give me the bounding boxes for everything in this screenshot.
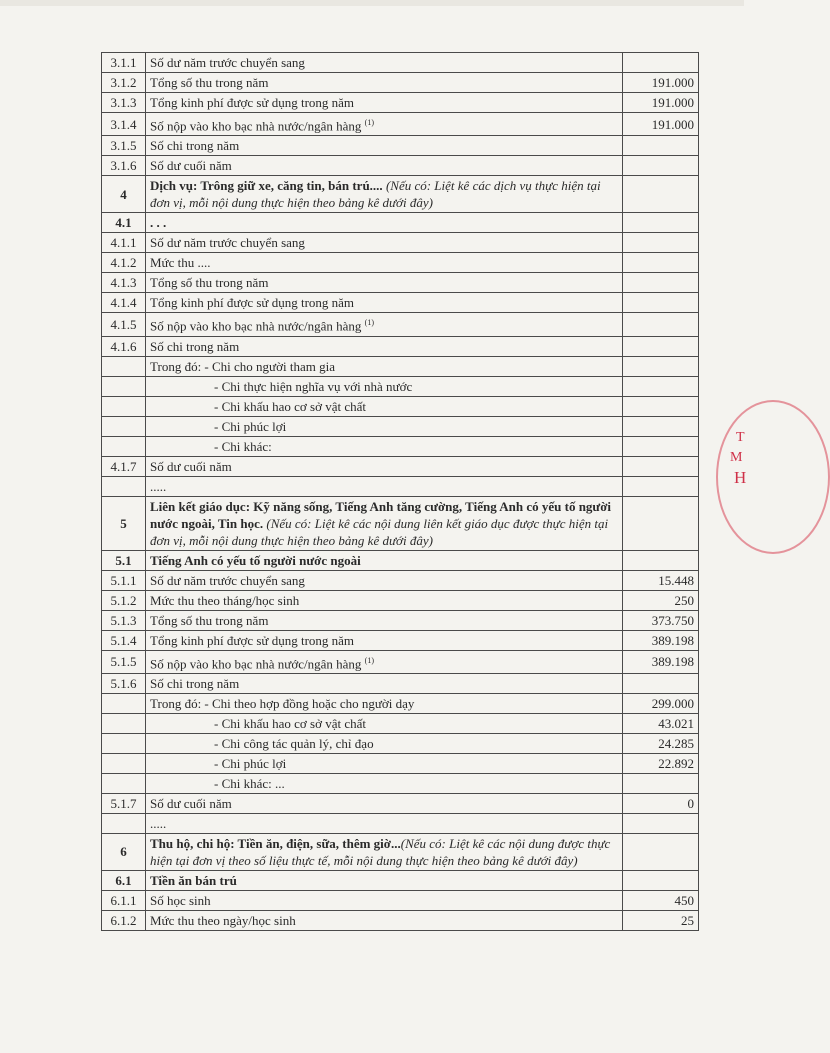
table-row (102, 356, 699, 376)
row-value (623, 273, 699, 293)
row-description (146, 53, 623, 73)
row-description-text: - Chi công tác quản lý, chỉ đạo (214, 735, 374, 751)
row-value: 299.000 (623, 693, 699, 713)
section-header-row (102, 833, 699, 870)
section-description (146, 833, 623, 870)
row-description (146, 233, 623, 253)
table-row (102, 233, 699, 253)
table-row (102, 436, 699, 456)
row-description-text: Tổng kinh phí được sử dụng trong năm (150, 95, 355, 110)
row-value (623, 870, 699, 890)
row-value: 373.750 (623, 610, 699, 630)
row-code (102, 753, 146, 773)
table-body (102, 53, 699, 931)
ellipsis-row (102, 476, 699, 496)
row-code: 5.1.1 (102, 570, 146, 590)
row-description (146, 293, 623, 313)
table-row (102, 156, 699, 176)
red-stamp-seal (716, 400, 776, 570)
row-code (102, 436, 146, 456)
table-row (102, 793, 699, 813)
row-value (623, 313, 699, 336)
section-code: 5 (102, 496, 146, 550)
row-description (146, 253, 623, 273)
section-note: (Nếu có: Liệt kê các nội dung được thực hiện tại đơn vị theo số liệu thực tế, mỗi nội dung thực hiện theo bảng kê dưới đây) (150, 835, 611, 868)
table-row (102, 630, 699, 650)
row-description (146, 753, 623, 773)
table-row (102, 570, 699, 590)
row-value (623, 336, 699, 356)
row-code: 6.1.1 (102, 890, 146, 910)
row-value: 389.198 (623, 630, 699, 650)
row-code: 3.1.1 (102, 53, 146, 73)
row-code: 5.1.7 (102, 793, 146, 813)
table-row (102, 336, 699, 356)
row-description (146, 313, 623, 336)
row-description-text: Số chi trong năm (150, 338, 240, 354)
row-description (146, 590, 623, 610)
row-value (623, 293, 699, 313)
seal-letter: M (730, 450, 743, 465)
row-description (146, 570, 623, 590)
section-title: Liên kết giáo dục: Kỹ năng sống, Tiếng Anh tăng cường, Tiếng Anh có yếu tố người nước ngoài, Tin học. (150, 498, 612, 531)
row-value: 43.021 (623, 713, 699, 733)
row-code (102, 476, 146, 496)
table-row (102, 253, 699, 273)
row-description (146, 356, 623, 376)
row-value (623, 156, 699, 176)
row-description-text: Tổng kinh phí được sử dụng trong năm (150, 632, 355, 648)
row-value (623, 416, 699, 436)
row-value (623, 356, 699, 376)
table-row (102, 590, 699, 610)
table-row (102, 93, 699, 113)
table-row (102, 910, 699, 930)
row-description-text: Số dư năm trước chuyển sang (150, 235, 305, 251)
row-code (102, 376, 146, 396)
table-row (102, 753, 699, 773)
row-code (102, 713, 146, 733)
row-code: 5.1.5 (102, 650, 146, 673)
row-description (146, 890, 623, 910)
row-code: 5.1.4 (102, 630, 146, 650)
row-description (146, 73, 623, 93)
row-description-text: Mức thu theo ngày/học sinh (150, 912, 296, 928)
table-row (102, 733, 699, 753)
table-row (102, 53, 699, 73)
row-value: 389.198 (623, 650, 699, 673)
row-description-text: Tổng số thu trong năm (150, 275, 269, 291)
row-code: 5.1.2 (102, 590, 146, 610)
table-row (102, 136, 699, 156)
row-code: 4.1.3 (102, 273, 146, 293)
table-row (102, 456, 699, 476)
row-description-text: Số chi trong năm (150, 675, 240, 691)
row-value (623, 813, 699, 833)
row-code: 4.1.6 (102, 336, 146, 356)
table-row (102, 610, 699, 630)
row-description (146, 610, 623, 630)
row-value (623, 53, 699, 73)
section-header-row (102, 496, 699, 550)
table-row (102, 773, 699, 793)
row-description-text: Số dư cuối năm (150, 795, 232, 811)
row-code (102, 416, 146, 436)
row-description (146, 773, 623, 793)
row-code: 5.1.3 (102, 610, 146, 630)
row-value (623, 233, 699, 253)
row-code: 3.1.2 (102, 73, 146, 93)
row-value (623, 773, 699, 793)
section-note: (Nếu có: Liệt kê các nội dung liên kết giáo dục được thực hiện tại đơn vị, mỗi nội dung thực hiện theo bảng kê dưới đây) (150, 515, 609, 548)
table-row (102, 73, 699, 93)
section-value (623, 496, 699, 550)
row-description (146, 793, 623, 813)
row-description-text: - Chi khấu hao cơ sở vật chất (214, 715, 367, 731)
row-code (102, 693, 146, 713)
ellipsis-text: ..... (146, 813, 623, 833)
row-description-text: Trong đó: - Chi cho người tham gia (150, 358, 335, 374)
section-value (623, 833, 699, 870)
row-description (146, 673, 623, 693)
row-description-text: Số dư năm trước chuyển sang (150, 55, 305, 70)
row-description-text: Số nộp vào kho bạc nhà nước/ngân hàng (150, 118, 362, 134)
row-value: 191.000 (623, 113, 699, 136)
section-title: Dịch vụ: Trông giữ xe, căng tin, bán trú.... (150, 178, 383, 194)
row-code: 4.1.5 (102, 313, 146, 336)
table-row (102, 313, 699, 336)
table-row (102, 113, 699, 136)
row-value (623, 213, 699, 233)
row-value (623, 550, 699, 570)
row-code: 6.1.2 (102, 910, 146, 930)
row-description-text: Số dư cuối năm (150, 458, 232, 474)
row-code: 3.1.4 (102, 113, 146, 136)
footnote-marker: (1) (364, 318, 374, 328)
row-description (146, 416, 623, 436)
page-top-edge (0, 0, 744, 6)
footnote-marker: (1) (364, 655, 374, 665)
row-value: 15.448 (623, 570, 699, 590)
row-code: 4.1.4 (102, 293, 146, 313)
row-value: 0 (623, 793, 699, 813)
table-row (102, 213, 699, 233)
table-row (102, 890, 699, 910)
row-description-text: Số dư năm trước chuyển sang (150, 572, 305, 588)
row-description (146, 870, 623, 890)
row-code: 3.1.3 (102, 93, 146, 113)
row-description (146, 273, 623, 293)
table-row (102, 550, 699, 570)
row-description (146, 136, 623, 156)
row-description (146, 456, 623, 476)
row-description-text: Số chi trong năm (150, 138, 240, 154)
section-value (623, 176, 699, 213)
row-description (146, 436, 623, 456)
table-row (102, 293, 699, 313)
row-description-text: Tổng số thu trong năm (150, 612, 269, 628)
row-description-text: Mức thu .... (150, 255, 211, 271)
row-description-text: - Chi thực hiện nghĩa vụ với nhà nước (214, 378, 413, 394)
row-description-text: Mức thu theo tháng/học sinh (150, 592, 300, 608)
row-value (623, 136, 699, 156)
row-code (102, 396, 146, 416)
row-code (102, 356, 146, 376)
row-description (146, 713, 623, 733)
row-code: 4.1.7 (102, 456, 146, 476)
table-row (102, 650, 699, 673)
row-description (146, 376, 623, 396)
row-description (146, 113, 623, 136)
row-value (623, 253, 699, 273)
row-value: 450 (623, 890, 699, 910)
row-description (146, 910, 623, 930)
table-row (102, 870, 699, 890)
table-row (102, 396, 699, 416)
row-description (146, 213, 623, 233)
row-value: 25 (623, 910, 699, 930)
row-description-text: . . . (150, 215, 167, 231)
row-value (623, 476, 699, 496)
row-value (623, 436, 699, 456)
row-value (623, 456, 699, 476)
row-description-text: - Chi phúc lợi (214, 755, 287, 771)
row-value: 191.000 (623, 73, 699, 93)
footnote-marker: (1) (364, 118, 374, 127)
row-description-text: Trong đó: - Chi theo hợp đồng hoặc cho người dạy (150, 695, 415, 711)
row-description-text: Tiền ăn bán trú (150, 872, 237, 888)
section-description (146, 496, 623, 550)
row-code: 5.1 (102, 550, 146, 570)
row-description (146, 336, 623, 356)
section-note: (Nếu có: Liệt kê các dịch vụ thực hiện tại đơn vị, mỗi nội dung thực hiện theo bảng kê dưới đây) (150, 178, 601, 211)
row-description-text: Số dư cuối năm (150, 158, 232, 174)
row-value: 24.285 (623, 733, 699, 753)
row-description (146, 550, 623, 570)
seal-letter: T (736, 430, 745, 445)
table-row (102, 673, 699, 693)
row-description-text: - Chi khác: (214, 438, 272, 454)
row-description (146, 650, 623, 673)
row-value (623, 376, 699, 396)
row-code (102, 813, 146, 833)
section-code: 6 (102, 833, 146, 870)
row-code: 3.1.6 (102, 156, 146, 176)
row-description-text: - Chi phúc lợi (214, 418, 287, 434)
row-value: 22.892 (623, 753, 699, 773)
row-description (146, 630, 623, 650)
row-value: 250 (623, 590, 699, 610)
row-value (623, 396, 699, 416)
row-code: 4.1 (102, 213, 146, 233)
row-code (102, 773, 146, 793)
row-code: 5.1.6 (102, 673, 146, 693)
row-description-text: Số nộp vào kho bạc nhà nước/ngân hàng (150, 318, 362, 334)
row-description (146, 156, 623, 176)
seal-letter: H (734, 468, 747, 487)
section-description (146, 176, 623, 213)
row-description (146, 693, 623, 713)
row-code: 3.1.5 (102, 136, 146, 156)
row-description-text: Tổng kinh phí được sử dụng trong năm (150, 295, 355, 311)
financial-report-table (101, 52, 699, 931)
row-code: 6.1 (102, 870, 146, 890)
row-code: 4.1.2 (102, 253, 146, 273)
table-row (102, 713, 699, 733)
row-code (102, 733, 146, 753)
row-value: 191.000 (623, 93, 699, 113)
row-description (146, 93, 623, 113)
row-description-text: Tổng số thu trong năm (150, 75, 269, 90)
row-description-text: Số nộp vào kho bạc nhà nước/ngân hàng (150, 655, 362, 671)
row-description-text: - Chi khác: ... (214, 775, 285, 791)
section-code: 4 (102, 176, 146, 213)
table-row (102, 376, 699, 396)
table-row (102, 273, 699, 293)
section-title: Thu hộ, chi hộ: Tiền ăn, điện, sữa, thêm giờ... (150, 835, 401, 851)
row-description-text: Tiếng Anh có yếu tố người nước ngoài (150, 552, 361, 568)
table-row (102, 416, 699, 436)
section-header-row (102, 176, 699, 213)
table-row (102, 693, 699, 713)
row-value (623, 673, 699, 693)
row-description-text: Số học sinh (150, 892, 211, 908)
row-description-text: - Chi khấu hao cơ sở vật chất (214, 398, 367, 414)
row-description (146, 733, 623, 753)
ellipsis-row (102, 813, 699, 833)
ellipsis-text: ..... (146, 476, 623, 496)
row-description (146, 396, 623, 416)
row-code: 4.1.1 (102, 233, 146, 253)
